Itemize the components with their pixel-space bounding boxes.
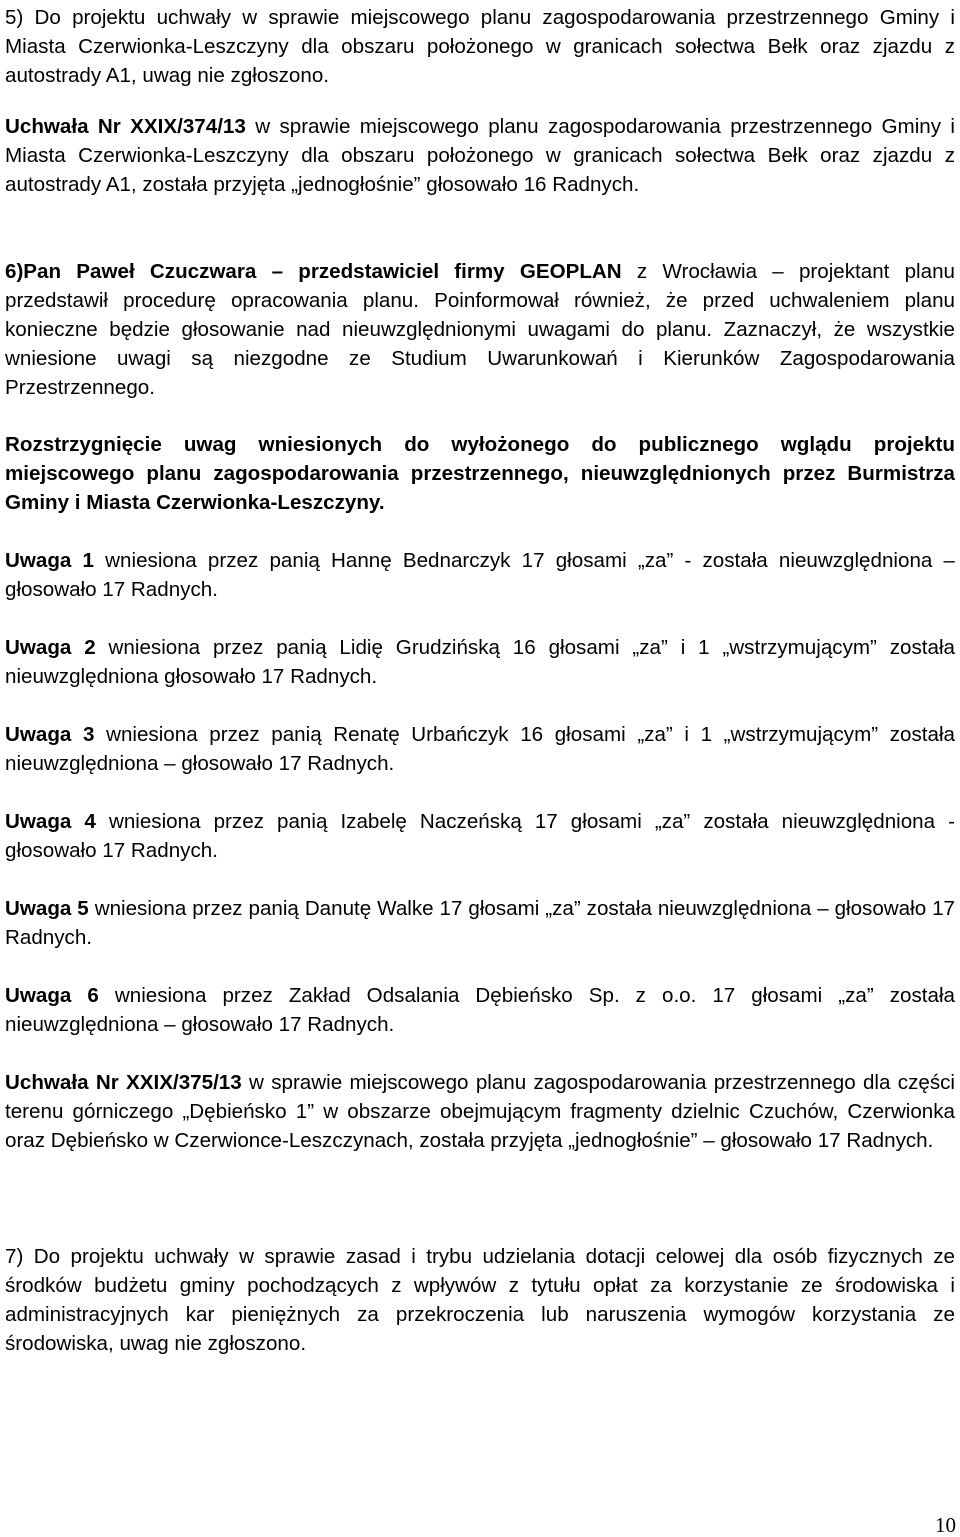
paragraph-remark-6 (5, 981, 955, 1039)
page-number: 10 (935, 1513, 956, 1537)
paragraph-text: wniesiona przez panią Danutę Walke 17 głosami „za” została nieuwzględniona – głosowało 17 Radnych. (5, 897, 955, 949)
paragraph-item-7 (5, 1242, 955, 1358)
paragraph-text: w sprawie miejscowego planu zagospodarowania przestrzennego Gminy i Miasta Czerwionka-Leszczyny dla obszaru położonego w granicach sołectwa Bełk oraz zjazdu z autostrady A1, została przyjęta „jednogłośnie” głosowało 16 Radnych. (5, 115, 955, 196)
paragraph-remark-4 (5, 807, 955, 865)
paragraph-heading-settlement (5, 430, 955, 517)
paragraph-resolution-375 (5, 1068, 955, 1155)
paragraph-text: wniesiona przez Zakład Odsalania Dębieńsko Sp. z o.o. 17 głosami „za” została nieuwzględniona – głosowało 17 Radnych. (5, 984, 955, 1036)
paragraph-remark-5 (5, 894, 955, 952)
paragraph-resolution-374 (5, 112, 955, 199)
remark-label: Uwaga 6 (5, 984, 99, 1007)
paragraph-remark-2 (5, 633, 955, 691)
paragraph-item-5 (5, 3, 955, 90)
resolution-number: Uchwała Nr XXIX/375/13 (5, 1071, 242, 1094)
paragraph-remark-1 (5, 546, 955, 604)
remark-label: Uwaga 5 (5, 897, 89, 920)
remark-label: Uwaga 4 (5, 810, 96, 833)
remark-label: Uwaga 2 (5, 636, 96, 659)
paragraph-text: 5) Do projektu uchwały w sprawie miejscowego planu zagospodarowania przestrzennego Gminy i Miasta Czerwionka-Leszczyny dla obszaru położonego w granicach sołectwa Bełk oraz zjazdu z autostrady A1, uwag nie zgłoszono. (5, 6, 955, 87)
speaker-name: 6)Pan Paweł Czuczwara – przedstawiciel firmy GEOPLAN (5, 260, 622, 283)
remark-label: Uwaga 1 (5, 549, 94, 572)
paragraph-text: wniesiona przez panią Renatę Urbańczyk 16 głosami „za” i 1 „wstrzymującym” została nieuwzględniona – głosowało 17 Radnych. (5, 723, 955, 775)
resolution-number: Uchwała Nr XXIX/374/13 (5, 115, 246, 138)
paragraph-text: wniesiona przez panią Izabelę Naczeńską 17 głosami „za” została nieuwzględniona - głosowało 17 Radnych. (5, 810, 955, 862)
paragraph-text: w sprawie miejscowego planu zagospodarowania przestrzennego dla części terenu górniczego „Dębieńsko 1” w obszarze obejmującym fragmenty dzielnic Czuchów, Czerwionka oraz Dębieńsko w Czerwionce-Leszczynach, została przyjęta „jednogłośnie” – głosowało 17 Radnych. (5, 1071, 955, 1152)
paragraph-remark-3 (5, 720, 955, 778)
section-heading: Rozstrzygnięcie uwag wniesionych do wyłożonego do publicznego wglądu projektu miejscowego planu zagospodarowania przestrzennego, nieuwzględnionych przez Burmistrza Gminy i Miasta Czerwionka-Leszczyny. (5, 433, 955, 514)
paragraph-text: z Wrocławia – projektant planu przedstawił procedurę opracowania planu. Poinformował również, że przed uchwaleniem planu konieczne będzie głosowanie nad nieuwzględnionymi uwagami do planu. Zaznaczył, że wszystkie wniesione uwagi są niezgodne ze Studium Uwarunkowań i Kierunków Zagospodarowania Przestrzennego. (5, 260, 955, 399)
paragraph-text: wniesiona przez panią Hannę Bednarczyk 17 głosami „za” - została nieuwzględniona – głosowało 17 Radnych. (5, 549, 955, 601)
paragraph-text: wniesiona przez panią Lidię Grudzińską 16 głosami „za” i 1 „wstrzymującym” została nieuwzględniona głosowało 17 Radnych. (5, 636, 955, 688)
paragraph-text: 7) Do projektu uchwały w sprawie zasad i trybu udzielania dotacji celowej dla osób fizycznych ze środków budżetu gminy pochodzących z wpływów z tytułu opłat za korzystanie ze środowiska i administracyjnych kar pieniężnych za przekroczenia lub naruszenia wymogów korzystania ze środowiska, uwag nie zgłoszono. (5, 1245, 955, 1355)
remark-label: Uwaga 3 (5, 723, 95, 746)
paragraph-item-6 (5, 257, 955, 402)
